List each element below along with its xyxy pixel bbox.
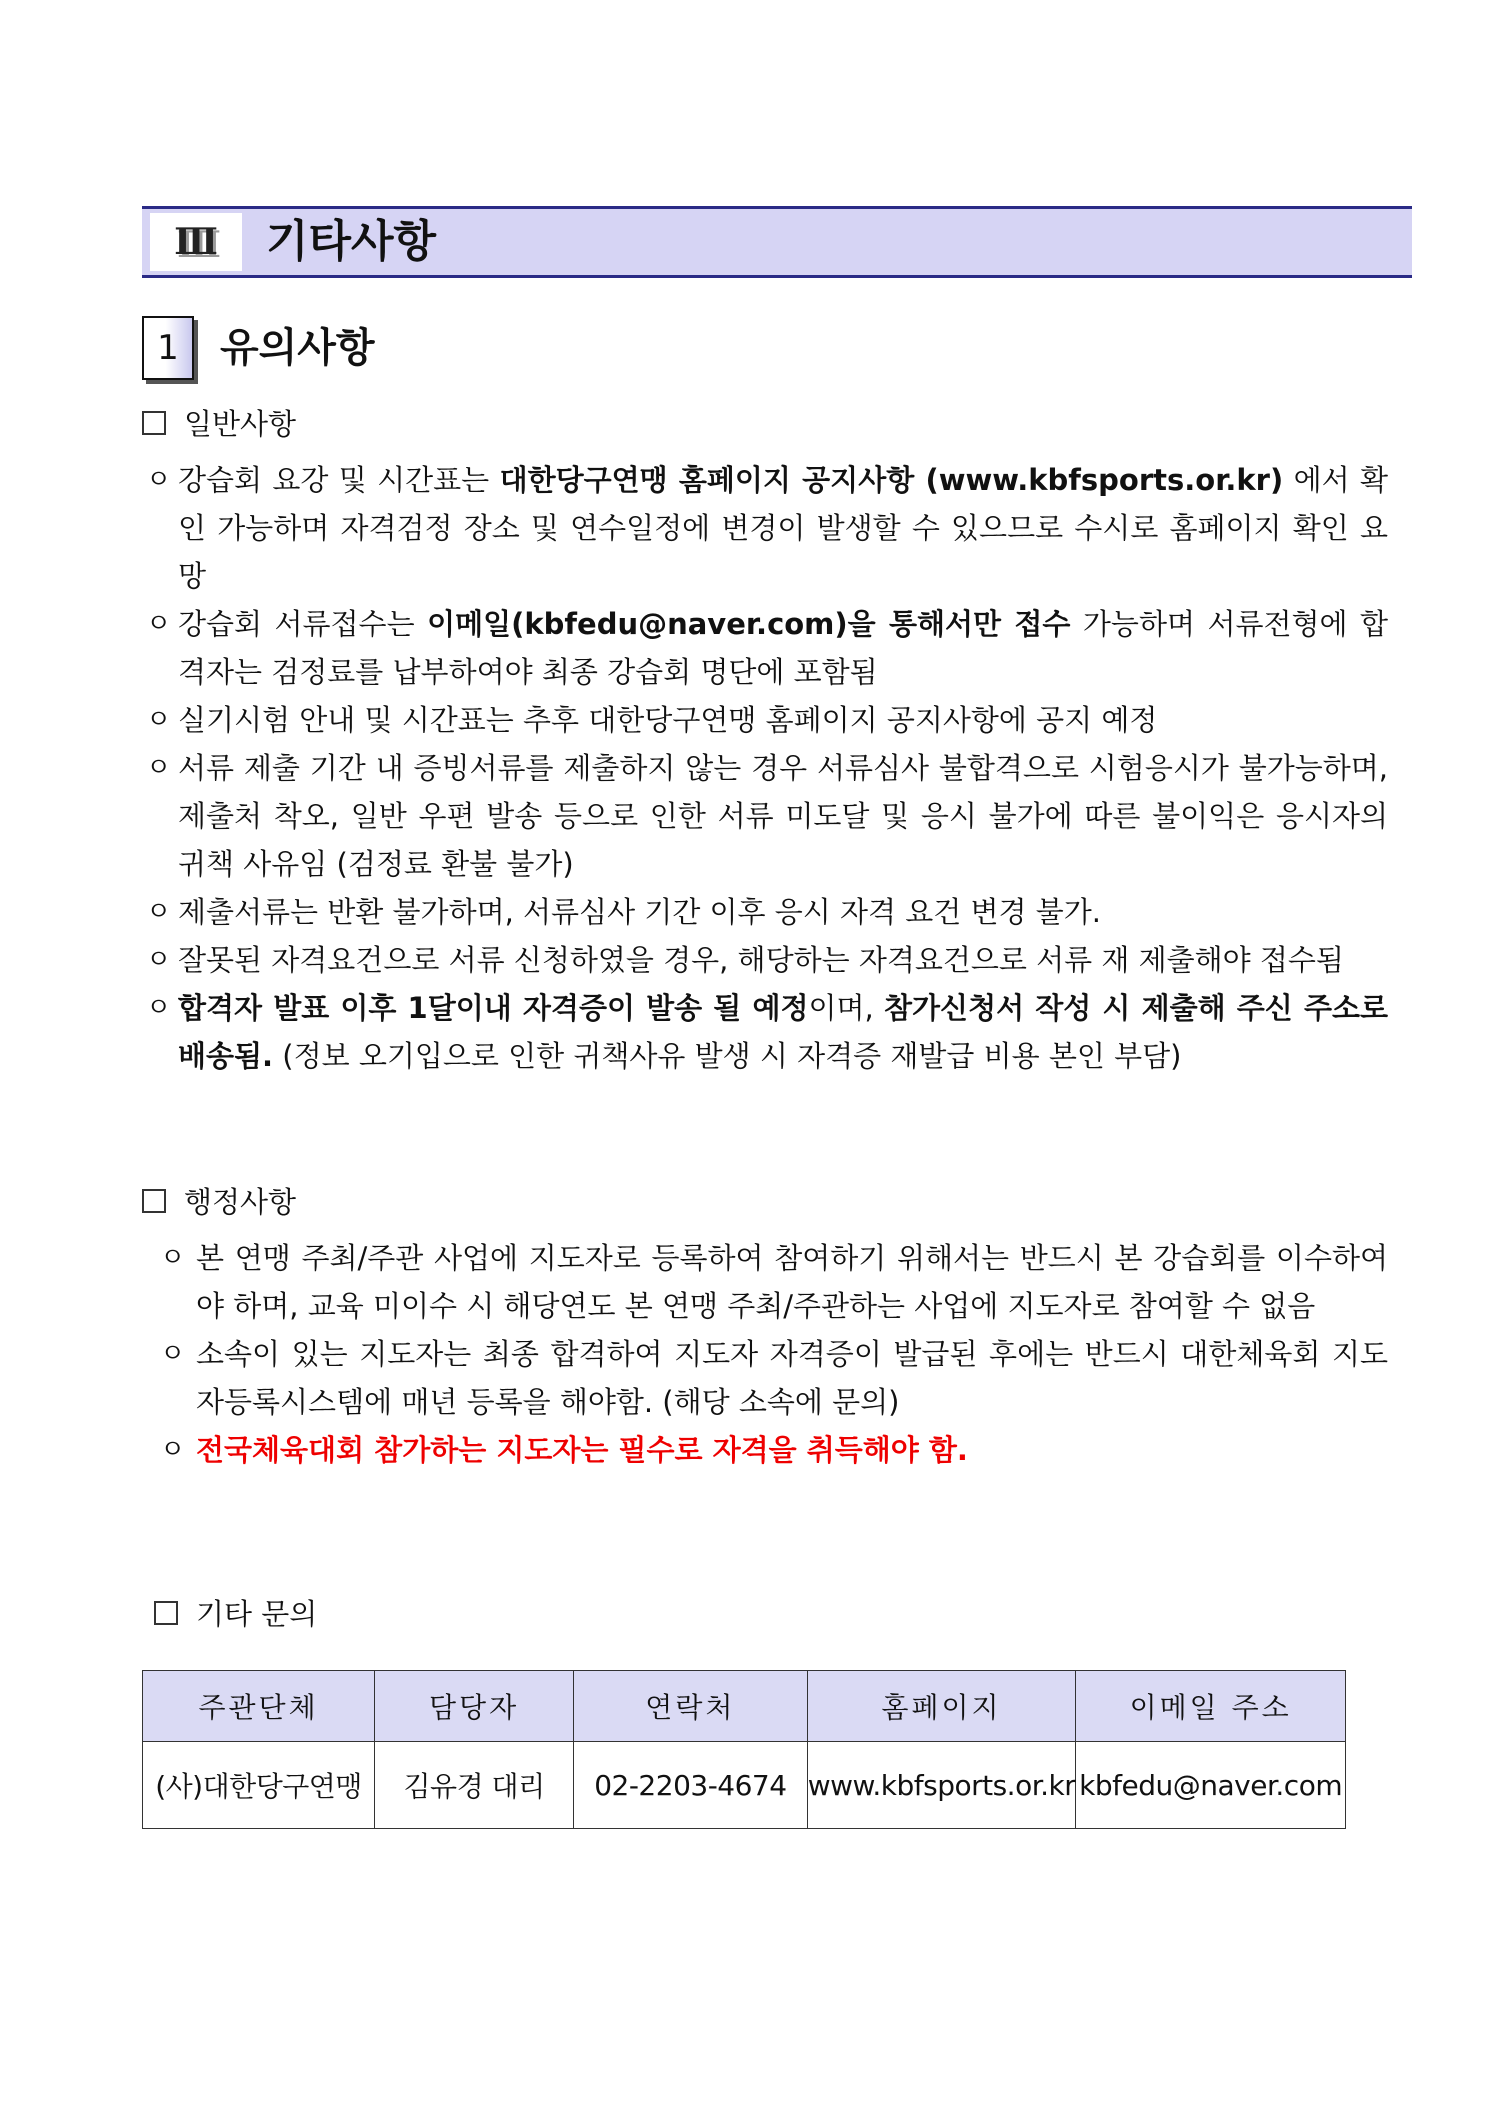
checkbox-square-icon — [142, 1189, 166, 1213]
column-header: 이메일 주소 — [1076, 1671, 1346, 1742]
chapter-title: 기타사항 — [266, 216, 437, 267]
circle-bullet-icon: ㅇ — [146, 465, 172, 495]
general-item-text: 이메일(kbfedu@naver.com)을 통해서만 접수 — [427, 607, 1071, 641]
contact-heading-text: 기타 문의 — [196, 1597, 318, 1631]
general-item — [142, 888, 1388, 936]
admin-item-text: 소속이 있는 지도자는 최종 합격하여 지도자 자격증이 발급된 후에는 반드시 대한체육회 지도자등록시스템에 매년 등록을 해야함. (해당 소속에 문의) — [196, 1337, 1388, 1419]
general-item-text: 가능하며 서류전형에 합격자는 검정료를 납부하여야 최종 강습회 명단에 포함됨 — [178, 607, 1388, 689]
general-item — [142, 600, 1388, 696]
homepage-cell[interactable]: www.kbfsports.or.kr — [807, 1742, 1076, 1829]
general-item-text: 잘못된 자격요건으로 서류 신청하였을 경우, 해당하는 자격요건으로 서류 재 제출해야 접수됨 — [178, 943, 1344, 977]
general-item-text: 제출서류는 반환 불가하며, 서류심사 기간 이후 응시 자격 요건 변경 불가. — [178, 895, 1102, 929]
contact-person-cell: 김유경 대리 — [375, 1742, 574, 1829]
contact-table — [142, 1670, 1346, 1829]
general-item-text: (정보 오기입으로 인한 귀책사유 발생 시 자격증 재발급 비용 본인 부담) — [273, 1039, 1182, 1073]
phone-cell: 02-2203-4674 — [574, 1742, 808, 1829]
general-item-text: 대한당구연맹 홈페이지 공지사항 (www.kbfsports.or.kr) — [499, 463, 1284, 497]
general-item-text: 에서 확인 가능하며 자격검정 장소 및 연수일정에 변경이 발생할 수 있으므로 수시로 홈페이지 확인 요망 — [178, 463, 1388, 593]
general-item-text: 강습회 요강 및 시간표는 — [178, 463, 500, 497]
table-row — [143, 1742, 1346, 1829]
chapter-number: Ⅲ — [150, 213, 242, 271]
admin-item — [156, 1330, 1388, 1426]
circle-bullet-icon: ㅇ — [146, 897, 172, 927]
admin-heading — [142, 1182, 296, 1222]
circle-bullet-icon: ㅇ — [146, 609, 172, 639]
admin-item — [156, 1426, 1388, 1474]
general-item — [142, 744, 1388, 888]
checkbox-square-icon — [154, 1601, 178, 1625]
chapter-header — [142, 206, 1412, 278]
general-item-text: 참가신청서 작성 시 제출해 주신 주소로 배송됨. — [178, 991, 1389, 1073]
column-header: 연락처 — [574, 1671, 808, 1742]
general-item-text: 서류 제출 기간 내 증빙서류를 제출하지 않는 경우 서류심사 불합격으로 시험응시가 불가능하며, 제출처 착오, 일반 우편 발송 등으로 인한 서류 미도달 및 응시 불가에 따른 불이익은 응시자의 귀책 사유임 (검정료 환불 불가) — [178, 751, 1388, 881]
general-item — [142, 936, 1388, 984]
section-number: 1 — [142, 316, 194, 380]
general-item-text: 이며, — [808, 991, 885, 1025]
table-header-row — [143, 1671, 1346, 1742]
general-heading — [142, 404, 296, 444]
circle-bullet-icon: ㅇ — [160, 1339, 186, 1369]
admin-heading-text: 행정사항 — [184, 1185, 297, 1219]
admin-item — [156, 1234, 1388, 1330]
contact-heading — [154, 1594, 317, 1634]
column-header: 주관단체 — [143, 1671, 375, 1742]
column-header: 담당자 — [375, 1671, 574, 1742]
general-item — [142, 984, 1388, 1080]
general-item-text: 실기시험 안내 및 시간표는 추후 대한당구연맹 홈페이지 공지사항에 공지 예정 — [178, 703, 1158, 737]
general-item-text: 강습회 서류접수는 — [178, 607, 428, 641]
admin-item-text: 본 연맹 주최/주관 사업에 지도자로 등록하여 참여하기 위해서는 반드시 본 강습회를 이수하여야 하며, 교육 미이수 시 해당연도 본 연맹 주최/주관하는 사업에 지도자로 참여할 수 없음 — [196, 1241, 1388, 1323]
circle-bullet-icon: ㅇ — [146, 945, 172, 975]
general-items-list — [142, 456, 1388, 1080]
general-item — [142, 456, 1388, 600]
circle-bullet-icon: ㅇ — [146, 993, 172, 1023]
circle-bullet-icon: ㅇ — [146, 753, 172, 783]
email-cell[interactable]: kbfedu@naver.com — [1076, 1742, 1346, 1829]
admin-item-text: 전국체육대회 참가하는 지도자는 필수로 자격을 취득해야 함. — [196, 1433, 968, 1467]
general-item — [142, 696, 1388, 744]
circle-bullet-icon: ㅇ — [146, 705, 172, 735]
admin-items-list — [156, 1234, 1388, 1474]
org-cell: (사)대한당구연맹 — [143, 1742, 375, 1829]
section-title: 유의사항 — [220, 325, 375, 371]
column-header: 홈페이지 — [807, 1671, 1076, 1742]
checkbox-square-icon — [142, 411, 166, 435]
general-item-text: 합격자 발표 이후 1달이내 자격증이 발송 될 예정 — [178, 991, 809, 1025]
circle-bullet-icon: ㅇ — [160, 1243, 186, 1273]
circle-bullet-icon: ㅇ — [160, 1435, 186, 1465]
general-heading-text: 일반사항 — [184, 407, 297, 441]
